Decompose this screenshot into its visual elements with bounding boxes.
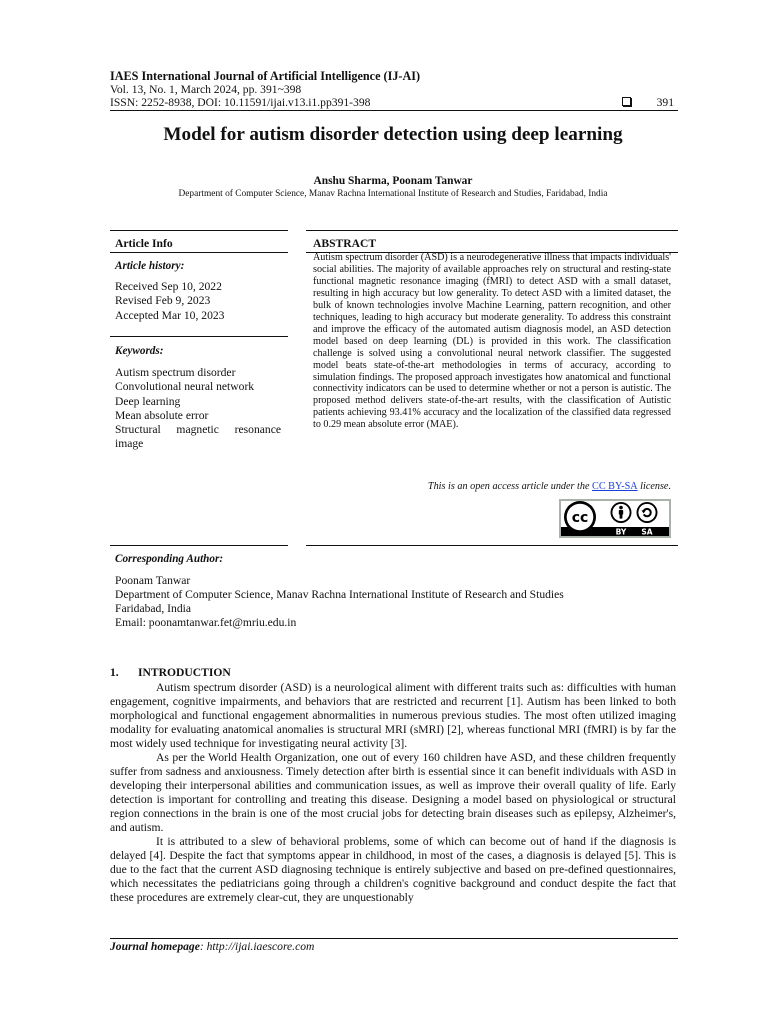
abstract-top-rule (306, 230, 678, 231)
corresponding-author-details (115, 574, 564, 630)
article-history-heading: Article history: (115, 260, 185, 272)
license-statement (313, 481, 671, 492)
cc-by-sa-badge[interactable] (559, 499, 671, 538)
article-info-top-rule (110, 230, 288, 231)
badge-sa-label: SA (641, 527, 653, 537)
cc-by-sa-link[interactable]: CC BY-SA (592, 481, 638, 492)
section-heading-introduction (110, 666, 231, 679)
abstract-bottom-rule (306, 545, 678, 546)
attribution-person-icon (611, 502, 632, 523)
corresponding-author-location: Faridabad, India (115, 602, 191, 615)
homepage-url[interactable]: : http://ijai.iaescore.com (199, 940, 315, 953)
corresponding-author-heading: Corresponding Author: (115, 553, 224, 565)
paper-title: Model for autism disorder detection using deep learning (163, 124, 623, 145)
section-title: INTRODUCTION (138, 666, 231, 679)
license-suffix: license. (637, 481, 671, 492)
cc-logo-text: cc (571, 510, 589, 526)
article-history-list (115, 280, 224, 323)
corresponding-author-name: Poonam Tanwar (115, 574, 191, 587)
intro-paragraph-1: Autism spectrum disorder (ASD) is a neurological aliment with different traits such as: difficulties with human engagement, cognitive impairments, and behaviors that are restricted and recurrent [1]. Autism has been linked to both morphological and functional engagement abnormalities in numerous previous studies. The most often utilized imaging modality for evaluating anatomical anomalies is structural MRI (sMRI) [2], whereas functional MRI (fMRI) is by far the most widely used technique for investigating neural activity [3]. (110, 681, 676, 751)
keyword-item: Autism spectrum disorder (115, 366, 236, 379)
paper-authors: Anshu Sharma, Poonam Tanwar (313, 175, 473, 187)
article-info-under-rule (110, 252, 288, 253)
keywords-heading: Keywords: (115, 345, 164, 357)
share-alike-icon (637, 502, 658, 523)
cc-logo-icon (564, 501, 596, 533)
history-received: Received Sep 10, 2022 (115, 280, 222, 293)
history-revised: Revised Feb 9, 2023 (115, 294, 211, 308)
keyword-item: Structural magnetic resonance image (115, 423, 281, 451)
intro-paragraph-2: As per the World Health Organization, one out of every 160 children have ASD, and these children frequently suffer from sadness and anxiousness. Timely detection after birth is essential since it can benefit individuals with ASD in developing their interpersonal abilities and communication issues, as well as improve their overall quality of life. Early detection is important for controlling and treating this disease. Designing a model based on physiological or structural region connections in the brain is one of the most crucial jobs for detecting brain diseases such as epilepsy, Alzheimer's, and autism. (110, 751, 676, 835)
keywords-list (115, 366, 281, 452)
keyword-item: Convolutional neural network (115, 380, 255, 394)
page-number: 391 (656, 96, 674, 109)
journal-homepage (110, 940, 314, 953)
issn-doi-line: ISSN: 2252-8938, DOI: 10.11591/ijai.v13.i1.pp391-398 (110, 96, 371, 109)
footer-rule (110, 938, 678, 939)
journal-name: IAES International Journal of Artificial Intelligence (IJ-AI) (110, 69, 421, 83)
section-number: 1. (110, 666, 119, 679)
abstract-text: Autism spectrum disorder (ASD) is a neurodegenerative illness that impacts individuals' social abilities. The majority of available approaches rely on structural and resting-state functional magnetic resonance imaging (fMRI) to detect ASD with a small dataset, resulting in high accuracy but low generality. To detect ASD with a limited dataset, the bulk of known technologies involve Machine Learning, pattern recognition, and other techniques, leading to high accuracy but moderate generality. To address this constraint and improve the efficacy of the automated autism diagnosis model, an ASD detection model based on deep learning (DL) is provided in this work. The classification challenge is solved using a convolutional neural network classifier. The suggested model beats state-of-the-art methodologies in terms of accuracy, according to simulation findings. The proposed approach investigates how anatomical and functional connectivity indicators can be used to determine whether or not a person is autistic. The proposed method delivers state-of-the-art results, with the classification of Autistic patients achieving 93.41% accuracy and the localization of the classified data regressed to 0.29 mean absolute error (MAE). (313, 252, 671, 431)
abstract-heading: ABSTRACT (313, 237, 377, 250)
header-rule (110, 110, 678, 111)
intro-paragraph-3: It is attributed to a slew of behavioral problems, some of which can become out of hand if the diagnosis is delayed [4]. Despite the fact that symptoms appear in childhood, in most of the cases, a diagnosis is delayed [5]. This is due to the fact that the current ASD diagnosing technique is entirely subjective and based on pre-defined questionnaires, which necessitates the pediatricians going through a children's cognitive background and conduct despite the fact that these procedures are extremely clear-cut, they are unquestionably (110, 835, 676, 905)
badge-by-label: BY (615, 527, 627, 537)
history-accepted: Accepted Mar 10, 2023 (115, 308, 225, 322)
volume-line: Vol. 13, No. 1, March 2024, pp. 391~398 (110, 83, 302, 96)
article-info-heading: Article Info (115, 237, 173, 250)
keywords-rule (110, 336, 288, 337)
keyword-item: Mean absolute error (115, 408, 209, 422)
author-affiliation: Department of Computer Science, Manav Rachna International Institute of Research and Studies, Faridabad, India (178, 189, 608, 199)
license-prefix: This is an open access article under the (427, 481, 593, 492)
article-info-bottom-rule (110, 545, 288, 546)
homepage-label: Journal homepage (110, 940, 200, 953)
keyword-item: Deep learning (115, 394, 181, 408)
corresponding-author-email: Email: poonamtanwar.fet@mriu.edu.in (115, 616, 297, 629)
corresponding-author-department: Department of Computer Science, Manav Rachna International Institute of Research and Studies (115, 588, 564, 601)
